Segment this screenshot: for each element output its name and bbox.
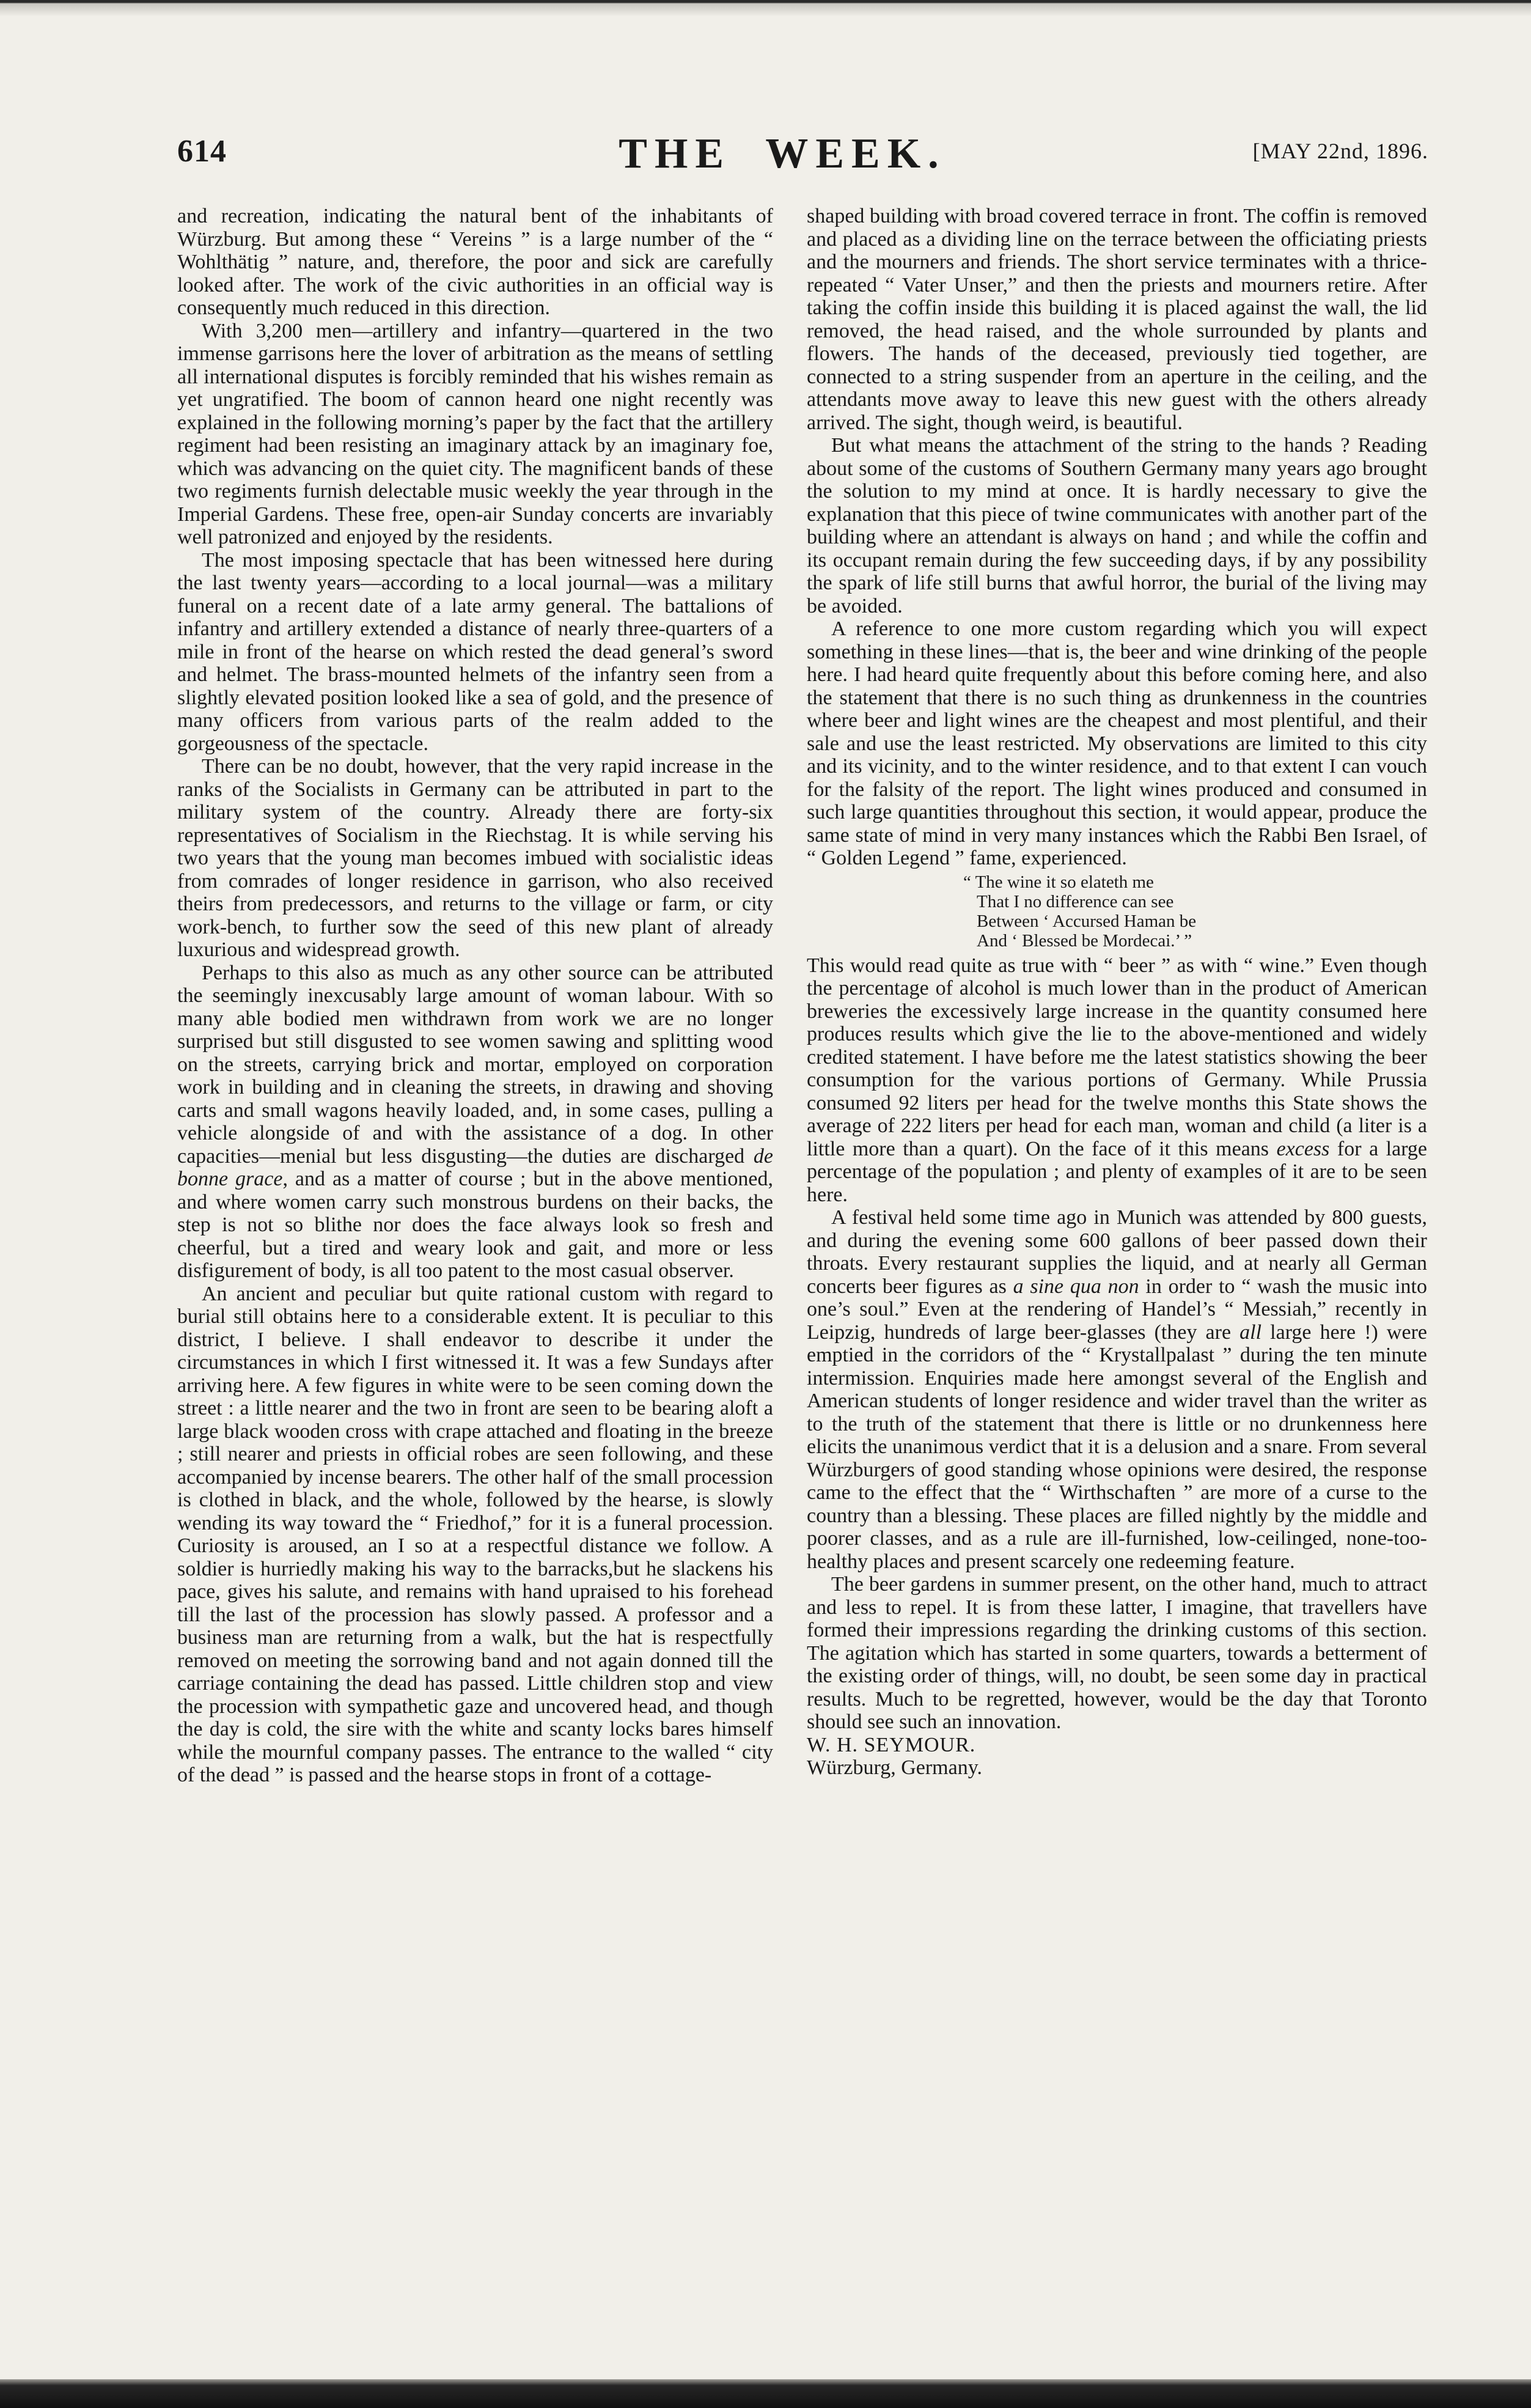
italic-phrase: de bonne grace — [177, 1144, 773, 1190]
text-run: , and as a matter of course ; but in the above mentioned, and where women carry such monstrous burdens on their backs, the step is not so blithe nor does the face always look so fresh and cheerful, but a tired and weary look and gait, and more or less disfigurement of body, is all too patent to the most casual observer. — [177, 1168, 773, 1282]
paragraph: But what means the attachment of the string to the hands ? Reading about some of the customs of Southern Germany many years ago brought the solution to my mind at once. It is hardly necessary to give the explanation that this piece of twine communicates with another part of the building where an attendant is always on hand ; and while the coffin and its occupant remain during the few succeeding days, if by any possibility the spark of life still burns that awful horror, the burial of the living may be avoided. — [807, 434, 1427, 617]
paragraph: The beer gardens in summer present, on the other hand, much to attract and less to repel. It is from these latter, I imagine, that travellers have formed their impressions regarding the drinking customs of this section. The agitation which has started in some quarters, towards a betterment of the existing order of things, will, no doubt, be seen some day in practical results. Much to be regretted, however, would be the day that Toronto should see such an innovation. — [807, 1573, 1427, 1733]
text-run: large here !) were emptied in the corridors of the “ Krystallpalast ” during the ten minute intermission. Enquiries made here amongst several of the English and American students of longer residence and wider travel than the writer as to the truth of the statement that there is little or no drunkenness here elicits the unanimous verdict that it is a delusion and a snare. From several Würzburgers of good standing whose opinions were desired, the response came to the effect that the “ Wirthschaften ” are more of a curse to the country than a blessing. These places are filled nightly by the middle and poorer classes, and as a rule are ill-furnished, low-ceilinged, none-too-healthy places and present scarcely one redeeming feature. — [807, 1320, 1427, 1573]
italic-phrase: excess — [1276, 1137, 1330, 1160]
paragraph: A reference to one more custom regarding which you will expect something in these lines—that is, the beer and wine drinking of the people here. I had heard quite frequently about this before coming here, and also the statement that there is no such thing as drunkenness in the countries where beer and light wines are the cheapest and most plentiful, and their sale and use the least restricted. My observations are limited to this city and its vicinity, and to the winter residence, and to that extent I can vouch for the falsity of the report. The light wines produced and consumed in such large quantities throughout this section, it would appear, produce the same state of mind in very many instances which the Rabbi Ben Israel, of “ Golden Legend ” fame, experienced. — [807, 617, 1427, 869]
text-run: for a large percentage of the population ; and plenty of examples of it are to be seen here. — [807, 1137, 1428, 1206]
text-run: This would read quite as true with “ beer ” as with “ wine.” Even though the percentage of alcohol is much lower than in the product of American breweries the excessively large increase in the quantity consumed here produces results which give the lie to the above-mentioned and widely credited statement. I have before me the latest statistics showing the beer consumption for the various portions of Germany. While Prussia consumed 92 liters per head for the twelve months this State shows the average of 222 liters per head for each man, woman and child (a liter is a little more than a quart). On the face of it this means — [807, 954, 1427, 1160]
verse-quotation — [963, 872, 1427, 951]
page-header — [0, 0, 1531, 196]
scan-edge-bottom — [0, 2379, 1531, 2408]
verse-line: “ The wine it so elateth me — [963, 872, 1154, 892]
text-run: in order to “ wash the music into one’s soul.” Even at the rendering of Handel’s “ Messiah,” recently in Leipzig, hundreds of large beer-glasses (they are — [807, 1275, 1427, 1344]
author-signature: W. H. SEYMOUR. — [807, 1733, 976, 1756]
verse-line: That I no difference can see — [977, 891, 1174, 911]
verse-line: Between ‘ Accursed Haman be — [977, 911, 1197, 931]
paragraph — [177, 962, 773, 1283]
paragraph: shaped building with broad covered terrace in front. The coffin is removed and placed as a dividing line on the terrace between the officiating priests and the mourners and friends. The short service terminates with a thrice-repeated “ Vater Unser,” and then the priests and mourners retire. After taking the coffin inside this building it is placed against the wall, the lid removed, the head raised, and the whole surrounded by plants and flowers. The hands of the deceased, previously tied together, are connected to a string suspender from an aperture in the ceiling, and the attendants move away to leave this new guest with the others already arrived. The sight, though weird, is beautiful. — [807, 205, 1427, 434]
paragraph: An ancient and peculiar but quite rational custom with regard to burial still obtains here to a considerable extent. It is peculiar to this district, I believe. I shall endeavor to describe it under the circumstances in which I first witnessed it. It was a few Sundays after arriving here. A few figures in white were to be seen coming down the street : a little nearer and the two in front are seen to be bearing aloft a large black wooden cross with crape attached and floating in the breeze ; still nearer and priests in official robes are seen following, and these accompanied by incense bearers. The other half of the small procession is clothed in black, and the whole, followed by the hearse, is slowly wending its way toward the “ Friedhof,” for it is a funeral procession. Curiosity is aroused, an I so at a respectful distance we follow. A soldier is hurriedly making his way to the barracks,but he slackens his pace, gives his salute, and remains with hand upraised to his forehead till the last of the procession has slowly passed. A professor and a business man are returning from a walk, but the hat is respectfully removed on meeting the sorrowing band and not again donned till the carriage containing the dead has passed. Little children stop and view the procession with sympathetic gaze and uncovered head, and though the day is cold, the sire with the white and scanty locks bares himself while the mournful company passes. The entrance to the walled “ city of the dead ” is passed and the hearse stops in front of a cottage- — [177, 1282, 773, 1786]
italic-phrase: all — [1239, 1320, 1262, 1344]
paragraph: and recreation, indicating the natural bent of the inhabitants of Würzburg. But among these “ Vereins ” is a large number of the “ Wohlthätig ” nature, and, therefore, the poor and sick are carefully looked after. The work of the civic authorities in an official way is consequently much reduced in this direction. — [177, 205, 773, 319]
paragraph: There can be no doubt, however, that the very rapid increase in the ranks of the Socialists in Germany can be attributed in part to the military system of the country. Already there are forty-six representatives of Socialism in the Riechstag. It is while serving his two years that the young man becomes imbued with socialistic ideas from comrades of longer residence in garrison, who also received theirs from predecessors, and returns to the village or farm, or city work-bench, to further sow the seed of this new plant of already luxurious and widespread growth. — [177, 755, 773, 961]
paragraph — [807, 954, 1427, 1207]
text-run: A festival held some time ago in Munich was attended by 800 guests, and during the evening some 600 gallons of beer passed down their throats. Every restaurant supplies the liquid, and at nearly all German concerts beer figures as — [807, 1206, 1427, 1298]
text-run: Perhaps to this also as much as any other source can be attributed the seemingly inexcusably large amount of woman labour. With so many able bodied men withdrawn from work we are no longer surprised but still disgusted to see women sawing and splitting wood on the streets, carrying brick and mortar, employed on corporation work in building and in cleaning the streets, in drawing and shoving carts and small wagons heavily loaded, and, in some cases, pulling a vehicle alongside of and with the assistance of a dog. In other capacities—menial but less disgusting—the duties are discharged — [177, 961, 773, 1168]
italic-phrase: a sine qua non — [1013, 1275, 1139, 1298]
paragraph: The most imposing spectacle that has been witnessed here during the last twenty years—according to a local journal—was a military funeral on a recent date of a late army general. The battalions of infantry and artillery extended a distance of nearly three-quarters of a mile in front of the hearse on which rested the dead general’s sword and helmet. The brass-mounted helmets of the infantry seen from a slightly elevated position looked like a sea of gold, and the presence of many officers from various parts of the realm added to the gorgeousness of the spectacle. — [177, 548, 773, 755]
verse-line: And ‘ Blessed be Mordecai.’ ” — [977, 930, 1192, 951]
paragraph: With 3,200 men—artillery and infantry—quartered in the two immense garrisons here the lover of arbitration as the means of settling all international disputes is forcibly reminded that his wishes remain as yet ungratified. The boom of cannon heard one night recently was explained in the following morning’s paper by the fact that the artillery regiment had been resisting an imaginary attack by an imaginary foe, which was advancing on the quiet city. The magnificent bands of these two regiments furnish delectable music weekly the year through in the Imperial Gardens. These free, open-air Sunday concerts are invariably well patronized and enjoyed by the residents. — [177, 319, 773, 548]
issue-date: [MAY 22nd, 1896. — [1252, 139, 1428, 163]
masthead-title: THE WEEK. — [619, 130, 946, 177]
page-number: 614 — [177, 134, 227, 169]
right-column — [807, 205, 1427, 1780]
left-column — [177, 205, 773, 1787]
place-dateline: Würzburg, Germany. — [807, 1756, 983, 1779]
paragraph — [807, 1206, 1427, 1573]
